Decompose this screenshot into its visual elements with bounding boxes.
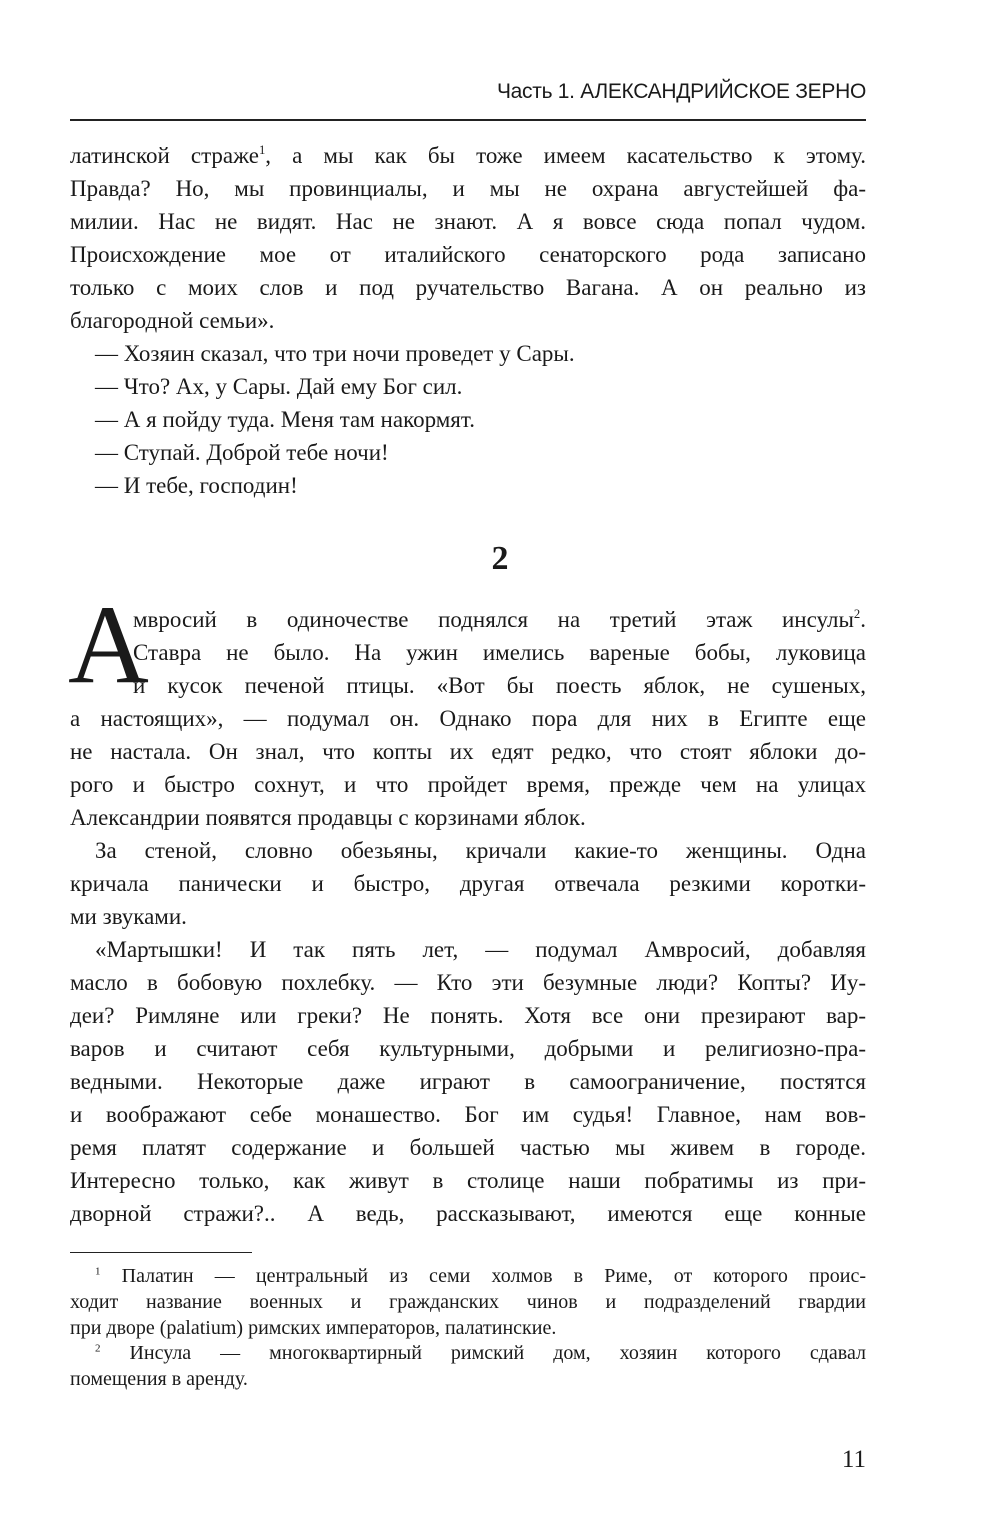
paragraph xyxy=(70,603,866,834)
text-line: — Что? Ах, у Сары. Дай ему Бог сил. xyxy=(95,374,463,399)
paragraph xyxy=(70,834,866,933)
chapter-number: 2 xyxy=(491,540,509,577)
text-line: $^2$ Инсула — многоквартирный римский дом, хозяин которого сдавал xyxy=(95,1342,866,1365)
text-line: рого и быстро сохнут, и что пройдет время, прежде чем на улицах xyxy=(70,772,866,797)
text-line: ремя платят содержание и большей частью мы живем в городе. xyxy=(70,1135,866,1160)
drop-cap: А xyxy=(68,583,149,707)
text-line: ведными. Некоторые даже играют в самоограничение, постятся xyxy=(70,1069,866,1094)
text-line: Ставра не было. На ужин имелись вареные бобы, луковица xyxy=(133,640,866,665)
text-line: кричала панически и быстро, другая отвечала резкими коротки- xyxy=(70,871,866,896)
text-line: латинской страже$^1$, а мы как бы тоже имеем касательство к этому. xyxy=(70,143,867,168)
text-line: ходит название военных и гражданских чинов и подразделений гвардии xyxy=(70,1290,866,1313)
text-line: деи? Римляне или греки? Не понять. Хотя все они презирают вар- xyxy=(70,1003,866,1028)
paragraph xyxy=(70,436,866,469)
paragraph xyxy=(70,469,866,502)
text-block-2 xyxy=(70,603,866,1230)
text-line: — А я пойду туда. Меня там накормят. xyxy=(95,407,475,432)
text-line: — Хозяин сказал, что три ночи проведет у Сары. xyxy=(95,341,575,366)
paragraph xyxy=(70,139,866,337)
text-line: Интересно только, как живут в столице наши побратимы из при- xyxy=(70,1168,866,1193)
running-head: Часть 1. АЛЕКСАНДРИЙСКОЕ ЗЕРНО xyxy=(496,80,866,103)
text-line: а настоящих», — подумал он. Однако пора для них в Египте еще xyxy=(70,706,866,731)
footnote-divider xyxy=(70,1252,252,1253)
text-line: ми звуками. xyxy=(70,904,187,929)
text-line: «Мартышки! И так пять лет, — подумал Амвросий, добавляя xyxy=(95,937,866,962)
header-divider xyxy=(70,119,866,121)
text-line: $^1$ Палатин — центральный из семи холмов в Риме, от которого проис- xyxy=(95,1265,866,1287)
text-line: милии. Нас не видят. Нас не знают. А я вовсе сюда попал чудом. xyxy=(70,209,866,234)
text-line: За стеной, словно обезьяны, кричали какие-то женщины. Одна xyxy=(95,838,866,863)
text-line: дворной стражи?.. А ведь, рассказывают, имеются еще конные xyxy=(70,1201,866,1226)
text-line: — И тебе, господин! xyxy=(95,473,298,498)
text-line: Правда? Но, мы провинциалы, и мы не охрана августейшей фа- xyxy=(70,176,866,201)
text-line: и кусок печеной птицы. «Вот бы поесть яблок, не сушеных, xyxy=(133,673,866,698)
text-line: при дворе (palatium) римских императоров, палатинские. xyxy=(70,1316,557,1339)
footnotes xyxy=(70,1264,866,1393)
text-line: и воображают себе монашество. Бог им судья! Главное, нам вов- xyxy=(70,1102,866,1127)
text-line: Александрии появятся продавцы с корзинами яблок. xyxy=(70,805,586,830)
footnote xyxy=(70,1341,866,1393)
page-number: 11 xyxy=(841,1446,866,1473)
text-line: масло в бобовую похлебку. — Кто эти безумные люди? Копты? Иу- xyxy=(70,970,866,995)
paragraph xyxy=(70,933,866,1230)
paragraph xyxy=(70,337,866,370)
footnote xyxy=(70,1264,866,1341)
text-line: мвросий в одиночестве поднялся на третий этаж инсулы$^2$. xyxy=(133,607,866,632)
text-line: варов и считают себя культурными, добрыми и религиозно-пра- xyxy=(70,1036,866,1061)
paragraph xyxy=(70,403,866,436)
text-block-1 xyxy=(70,139,866,502)
text-line: не настала. Он знал, что копты их едят редко, что стоят яблоки до- xyxy=(70,739,866,764)
paragraph xyxy=(70,370,866,403)
text-line: благородной семьи». xyxy=(70,308,275,333)
text-line: помещения в аренду. xyxy=(70,1368,248,1391)
text-line: Происхождение мое от италийского сенаторского рода записано xyxy=(70,242,866,267)
text-line: только с моих слов и под ручательство Вагана. А он реально из xyxy=(70,275,866,300)
text-line: — Ступай. Доброй тебе ночи! xyxy=(95,440,389,465)
